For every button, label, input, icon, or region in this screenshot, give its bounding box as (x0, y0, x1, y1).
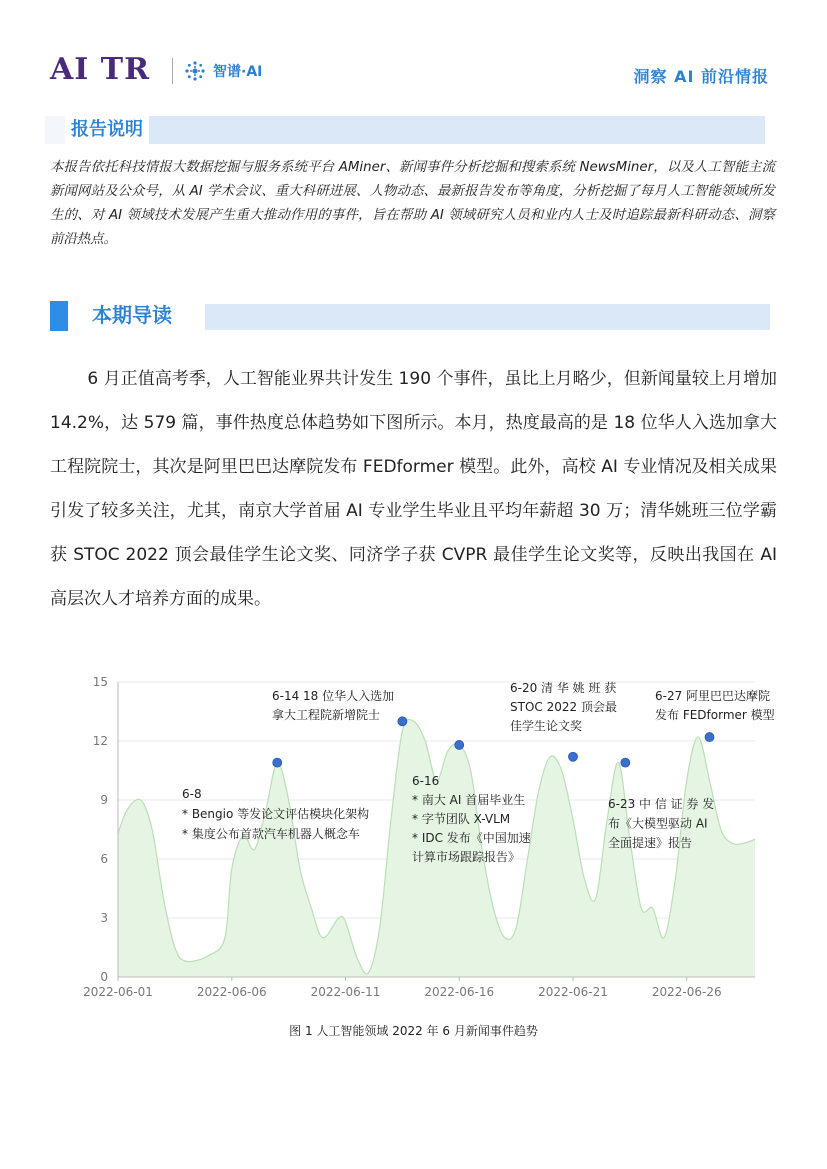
annotation-line: 佳学生论文奖 (510, 719, 583, 733)
section1-accent (45, 116, 65, 144)
annotation-line: 计算市场跟踪报告》 (412, 850, 521, 864)
event-annotation (510, 680, 617, 733)
annotation-line: 6-27 阿里巴巴达摩院 (655, 689, 771, 703)
event-annotation (655, 688, 775, 722)
section1-title: 报告说明 (65, 116, 149, 144)
x-tick-label: 2022-06-06 (196, 985, 267, 999)
annotation-line: 6-14 18 位华人入选加 (272, 689, 395, 703)
chart-markers (273, 717, 714, 767)
event-annotation (272, 688, 394, 722)
y-tick-label: 3 (100, 911, 108, 925)
y-tick-label: 0 (100, 970, 108, 984)
y-tick-label: 15 (92, 675, 108, 689)
y-tick-label: 9 (100, 793, 108, 807)
event-marker (398, 717, 407, 726)
annotation-line: 全面提速》报告 (608, 836, 693, 850)
x-tick-label: 2022-06-16 (424, 985, 495, 999)
annotation-line: 6-8 (182, 787, 202, 801)
annotation-line: 6-16 (412, 774, 440, 788)
section2-bar (205, 304, 770, 330)
zhipu-text: 智谱·AI (213, 64, 263, 80)
section2-paragraph: 6 月正值高考季，人工智能业界共计发生 190 个事件，虽比上月略少，但新闻量较上月增加 14.2%，达 579 篇，事件热度总体趋势如下图所示。本月，热度最高的是 18 位华人入选加拿大工程院院士，其次是阿里巴巴达摩院发布 FEDformer 模型。此外，高校 AI 专业情况及相关成果引发了较多关注，尤其，南京大学首届 AI 专业学生毕业且平均年薪超 30 万；清华姚班三位学霸获 STOC 2022 顶会最佳学生论文奖、同济学子获 CVPR 最佳学生论文奖等，反映出我国在 AI 高层次人才培养方面的成果。 (50, 369, 777, 609)
x-tick-label: 2022-06-01 (83, 985, 153, 999)
annotation-line: * 南大 AI 首届毕业生 (412, 793, 526, 807)
x-tick-label: 2022-06-26 (651, 985, 722, 999)
annotation-line: * 字节团队 X-VLM (412, 812, 511, 826)
x-tick-label: 2022-06-21 (538, 985, 608, 999)
section1-paragraph: 本报告依托科技情报大数据挖掘与服务系统平台 AMiner、新闻事件分析挖掘和搜索系统 NewsMiner，以及人工智能主流新闻网站及公众号，从 AI 学术会议、重大科研进展、人物动态、最新报告发布等角度，分析挖掘了每月人工智能领域所发生的、对 AI 领域技术发展产生重大推动作用的事件，旨在帮助 AI 领域研究人员和业内人士及时追踪最新科研动态、洞察前沿热点。 (50, 160, 775, 247)
page-header (0, 0, 827, 100)
annotation-line: STOC 2022 顶会最 (510, 700, 617, 714)
event-marker (621, 758, 630, 767)
y-tick-label: 6 (100, 852, 108, 866)
event-marker (569, 752, 578, 761)
header-tagline: 洞察 AI 前沿情报 (633, 67, 769, 86)
annotation-line: 拿大工程院新增院士 (272, 708, 381, 722)
section1-bar (45, 116, 765, 144)
section2-accent (50, 301, 68, 331)
annotation-line: * IDC 发布《中国加速 (412, 831, 531, 845)
annotation-line: 发布 FEDformer 模型 (655, 708, 775, 722)
x-tick-label: 2022-06-11 (310, 985, 381, 999)
logo-divider (172, 58, 173, 84)
annotation-line: 6-20 清 华 姚 班 获 (510, 681, 617, 695)
chart-svg (70, 668, 775, 1008)
news-trend-chart (70, 668, 775, 1008)
figure-caption: 图 1 人工智能领域 2022 年 6 月新闻事件趋势 (289, 1024, 538, 1038)
zhipu-dots-icon (183, 59, 207, 83)
aitr-logo: AI TR (50, 52, 151, 87)
annotation-line: * 集度公布首款汽车机器人概念车 (182, 827, 360, 841)
annotation-line: 布《大模型驱动 AI (608, 816, 708, 831)
chart-annotations (182, 680, 775, 864)
y-tick-label: 12 (92, 734, 108, 748)
annotation-line: * Bengio 等发论文评估模块化架构 (182, 807, 370, 821)
annotation-line: 6-23 中 信 证 券 发 (608, 797, 715, 811)
event-marker (273, 758, 282, 767)
event-marker (455, 740, 464, 749)
zhipu-logo (183, 58, 262, 84)
event-marker (705, 733, 714, 742)
section2-title: 本期导读 (92, 303, 172, 327)
